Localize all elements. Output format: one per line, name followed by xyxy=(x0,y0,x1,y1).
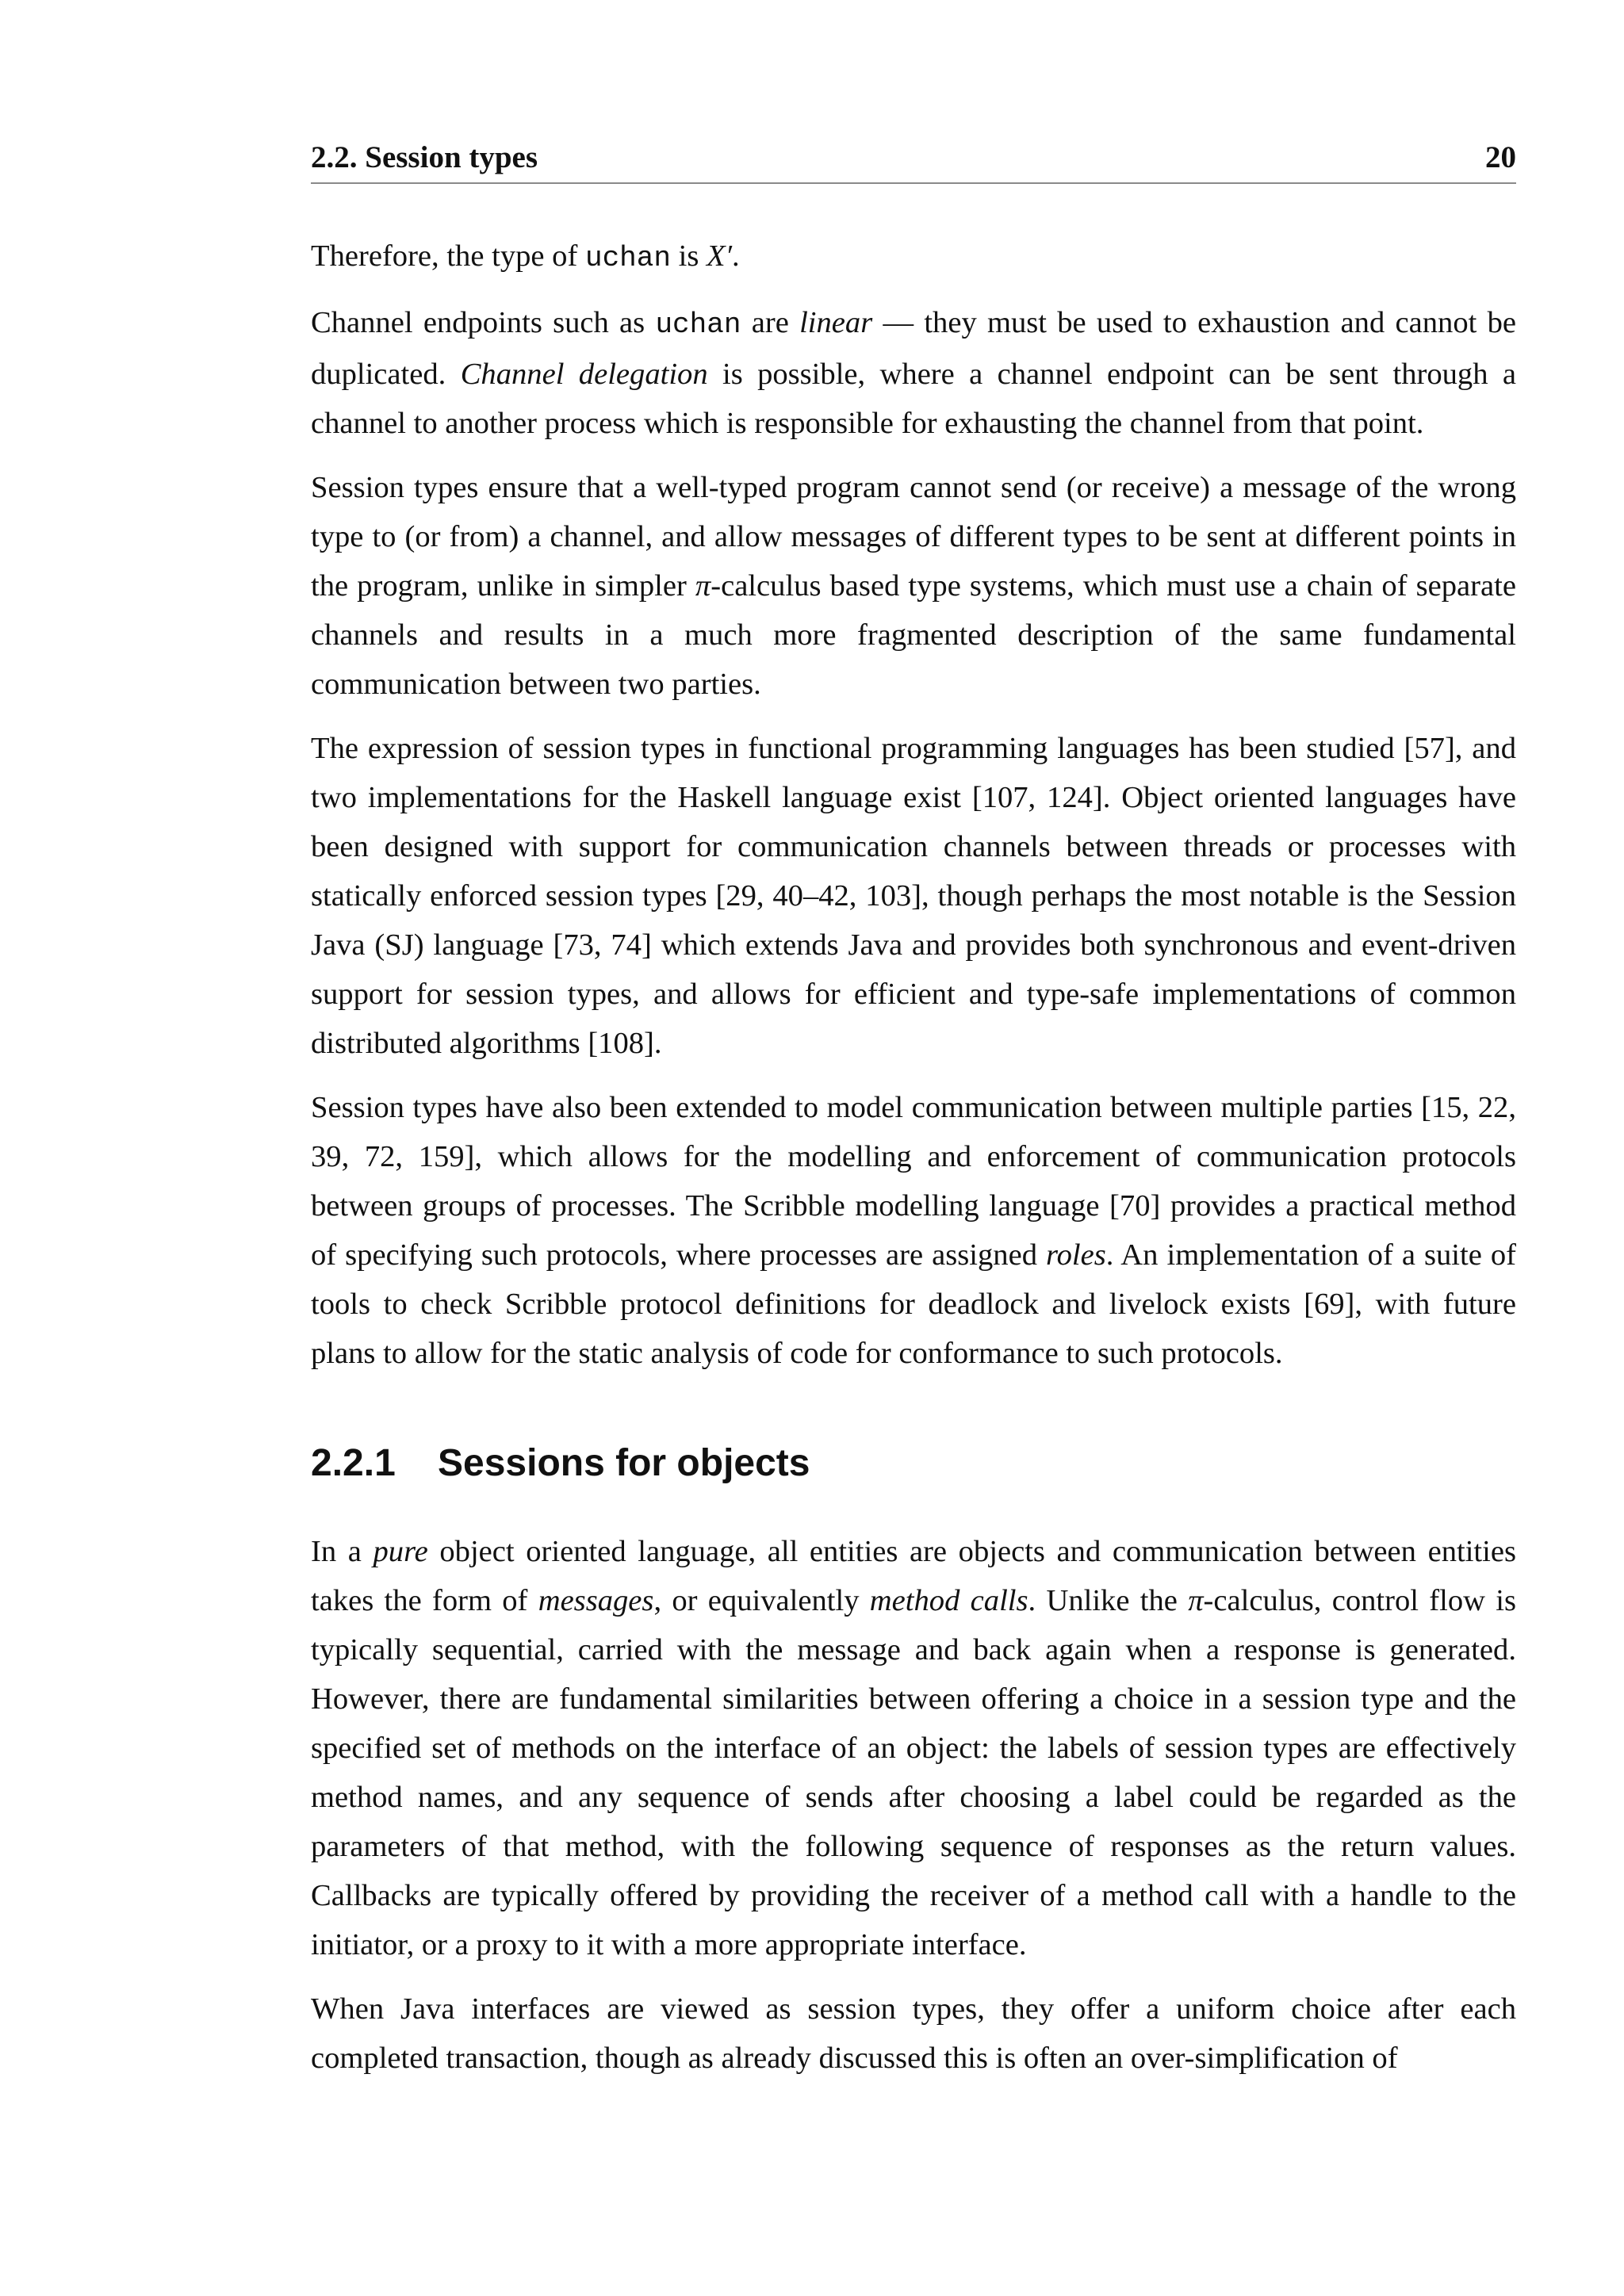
paragraph-4: The expression of session types in functional programming languages has been studied [57], and two implementations for the Haskell language exist [107, 124]. Object oriented languages have been designed with support for communication channels between threads or processes with statically enforced session types [29, 40–42, 103], though perhaps the most notable is the Session Java (SJ) language [73, 74] which extends Java and provides both synchronous and event-driven support for session types, and allows for efficient and type-safe implementations of common distributed algorithms [108]. xyxy=(311,732,1516,1060)
paragraph-1: Therefore, the type of uchan is X′. xyxy=(311,239,740,274)
math-x-prime: X′ xyxy=(707,239,733,273)
paragraph-6: In a pure object oriented language, all entities are objects and communication between entities takes the form of messages, or equivalently method calls. Unlike the π-calculus, control flow is typically sequential, carried with the message and back again when a response is generated. However, there are fundamental similarities between offering a choice in a session type and the specified set of methods on the interface of an object: the labels of session types are effectively method names, and any sequence of sends after choosing a label could be regarded as the parameters of that method, with the following sequence of responses as the return values. Callbacks are typically offered by providing the receiver of a method call with a handle to the initiator, or a proxy to it with a more appropriate interface. xyxy=(311,1535,1517,1961)
page-body xyxy=(311,232,1516,2098)
running-header xyxy=(311,136,1516,184)
emphasis-channel-delegation: Channel delegation xyxy=(460,358,708,391)
subsection-title: Sessions for objects xyxy=(438,1442,810,1484)
emphasis-linear: linear xyxy=(799,306,873,339)
emphasis-roles: roles xyxy=(1046,1238,1106,1272)
paragraph-7: When Java interfaces are viewed as session types, they offer a uniform choice after each completed transaction, though as already discussed this is often an over-simplification of xyxy=(311,1992,1516,2075)
paragraph-2: Channel endpoints such as uchan are linear — they must be used to exhaustion and cannot be duplicated. Channel delegation is possible, where a channel endpoint can be sent through a channel to another process which is responsible for exhausting the channel from that point. xyxy=(311,306,1516,440)
math-pi: π xyxy=(1188,1584,1204,1617)
subsection-number: 2.2.1 xyxy=(311,1442,396,1484)
subsection-heading xyxy=(311,1440,1516,1487)
paragraph-3: Session types ensure that a well-typed program cannot send (or receive) a message of the wrong type to (or from) a channel, and allow messages of different types to be sent at different points in the program, unlike in simpler π-calculus based type systems, which must use a chain of separate channels and results in a much more fragmented description of the same fundamental communication between two parties. xyxy=(311,471,1516,701)
code-uchan: uchan xyxy=(584,242,671,274)
paragraph-5: Session types have also been extended to model communication between multiple parties [15, 22, 39, 72, 159], which allows for the modelling and enforcement of communication protocols between groups of processes. The Scribble modelling language [70] provides a practical method of specifying such protocols, where processes are assigned roles. An implementation of a suite of tools to check Scribble protocol definitions for deadlock and livelock exists [69], with future plans to allow for the static analysis of code for conformance to such protocols. xyxy=(311,1091,1516,1370)
code-uchan: uchan xyxy=(655,308,741,341)
math-pi: π xyxy=(695,569,711,603)
emphasis-messages: messages xyxy=(538,1584,654,1617)
emphasis-pure: pure xyxy=(373,1535,428,1568)
page-number: 20 xyxy=(1485,140,1516,174)
emphasis-method-calls: method calls xyxy=(869,1584,1028,1617)
section-title: 2.2. Session types xyxy=(311,140,538,174)
